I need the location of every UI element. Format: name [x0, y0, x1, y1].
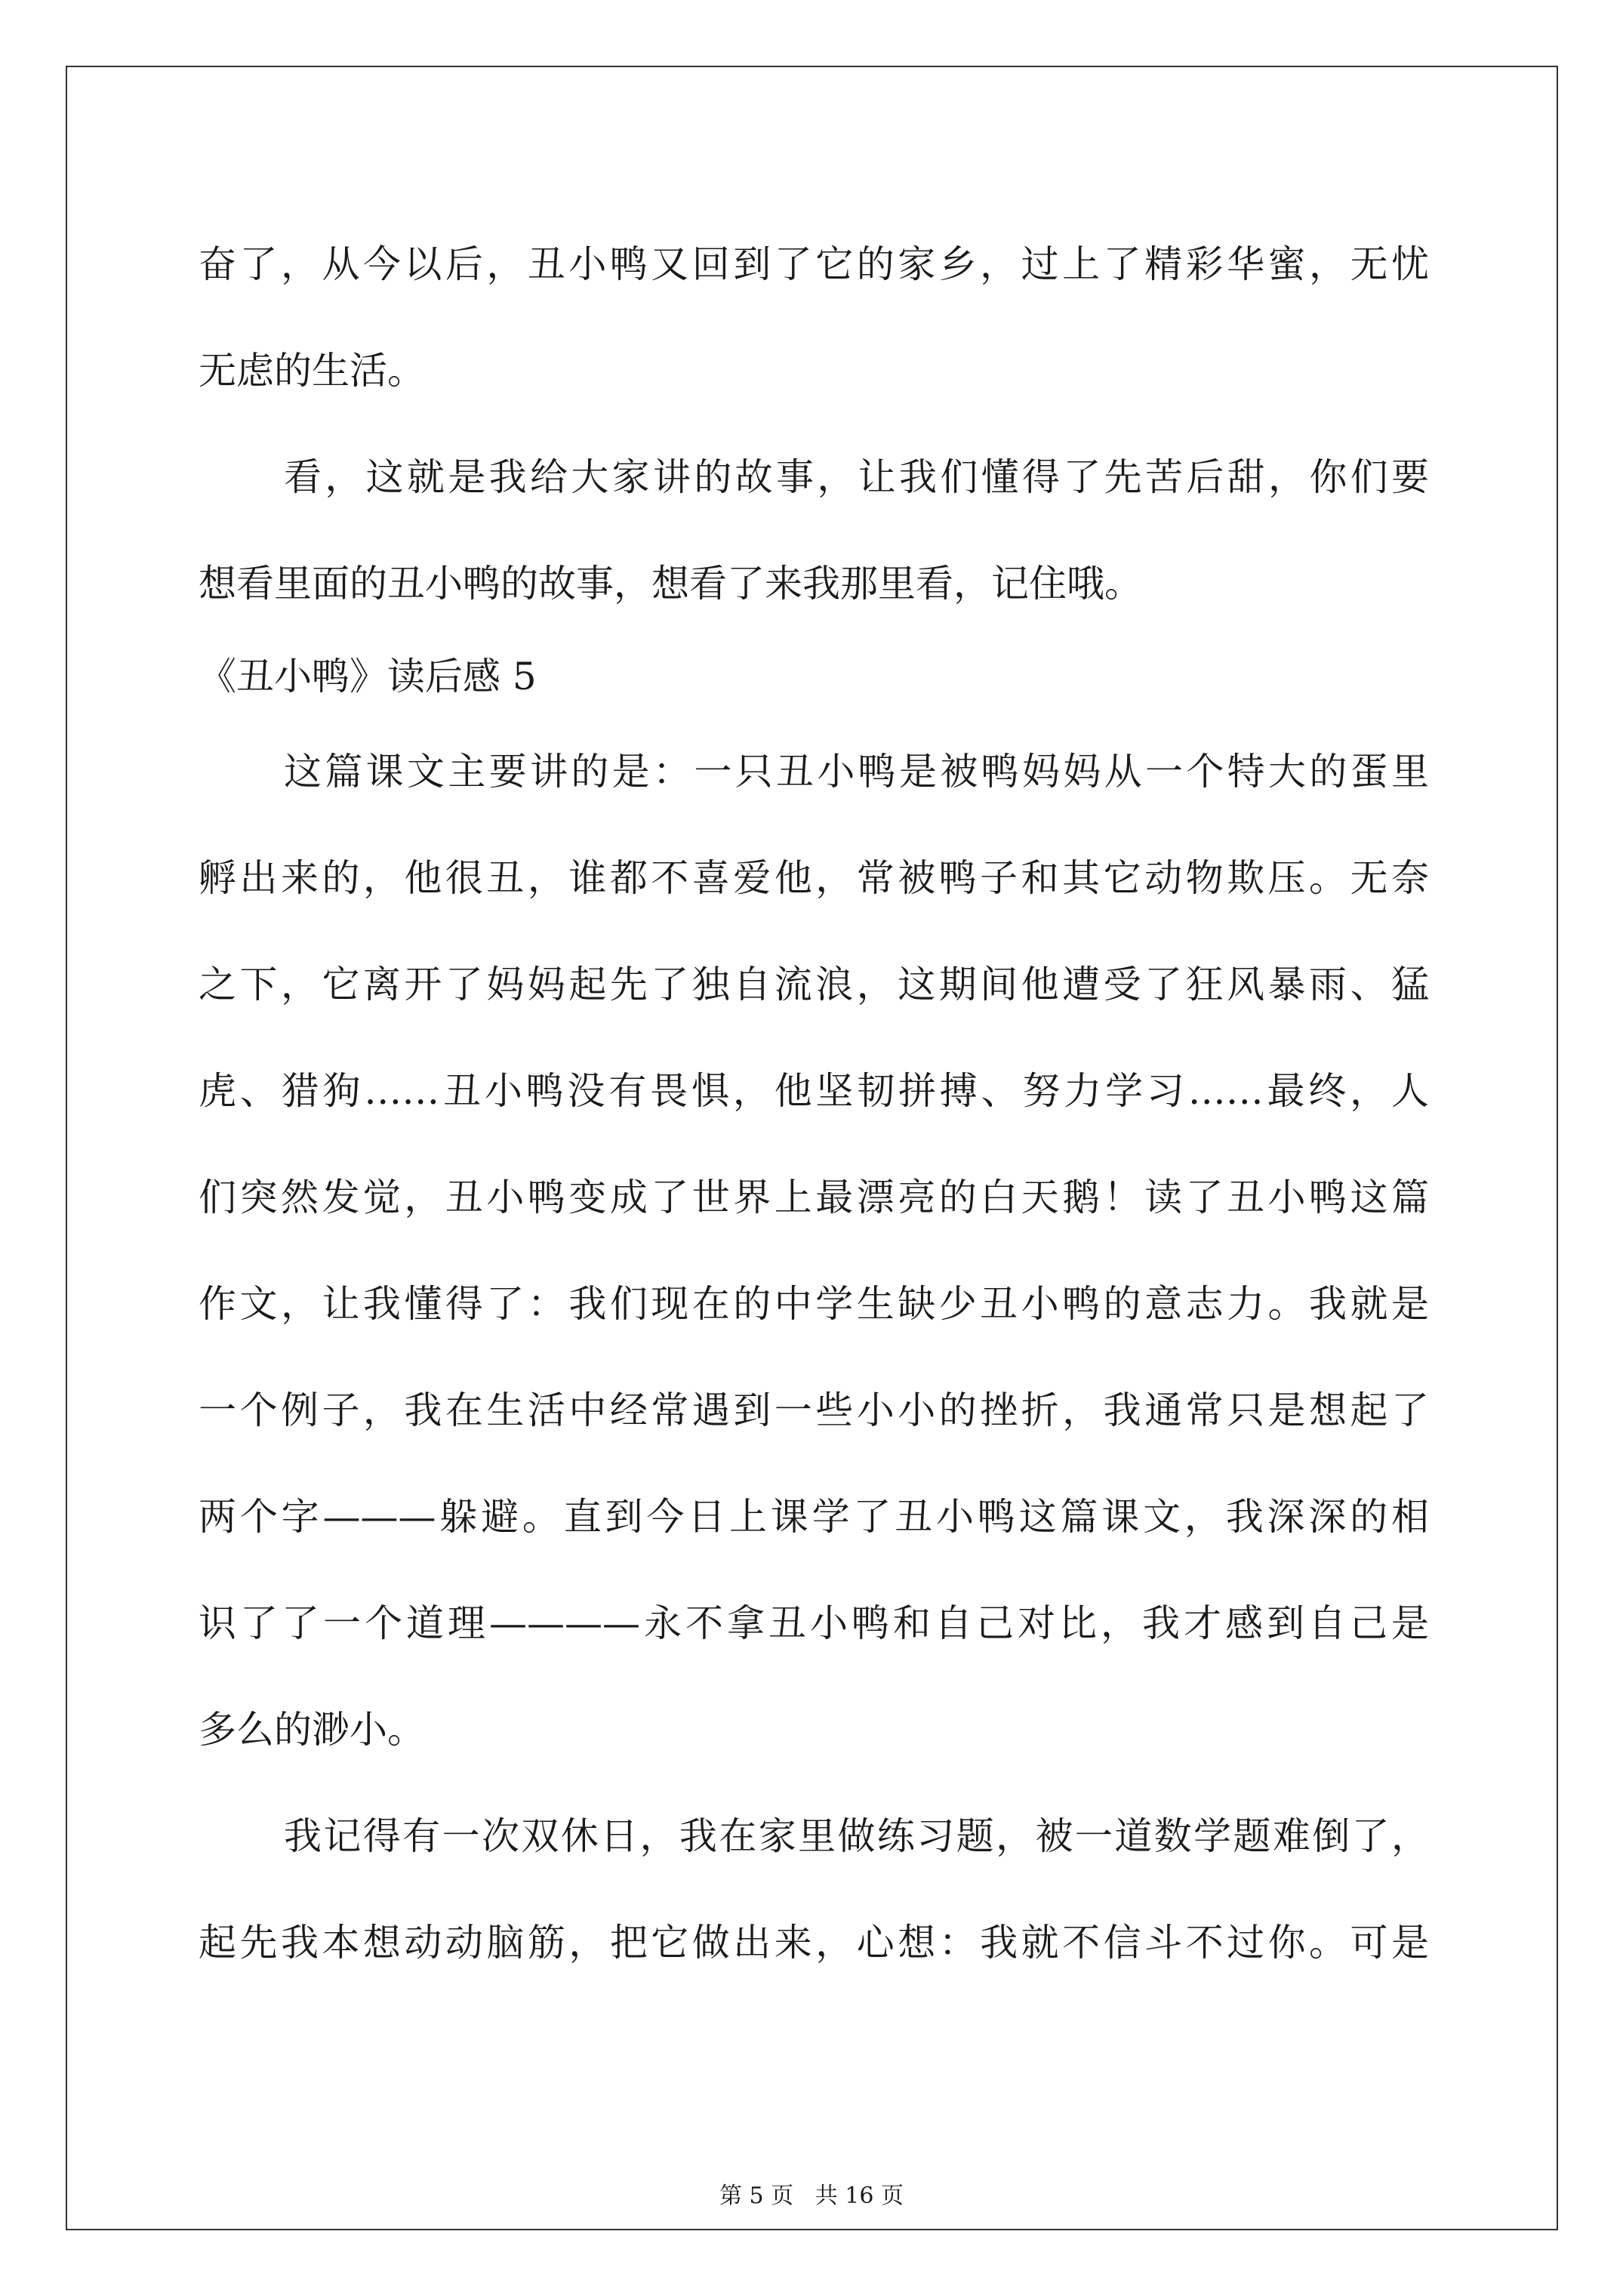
paragraph-line: 识了了一个道理————永不拿丑小鸭和自己对比，我才感到自己是 — [199, 1601, 1429, 1645]
paragraph-line: 们突然发觉，丑小鸭变成了世界上最漂亮的白天鹅！读了丑小鸭这篇 — [199, 1176, 1429, 1219]
paragraph-line: 起先我本想动动脑筋，把它做出来，心想：我就不信斗不过你。可是 — [199, 1921, 1429, 1965]
page-footer: 第 5 页 共 16 页 — [719, 2183, 904, 2209]
paragraph-line: 作文，让我懂得了：我们现在的中学生缺少丑小鸭的意志力。我就是 — [199, 1282, 1429, 1326]
paragraph-line: 这篇课文主要讲的是：一只丑小鸭是被鸭妈妈从一个特大的蛋里 — [284, 750, 1429, 794]
paragraph-line: 之下，它离开了妈妈起先了独自流浪，这期间他遭受了狂风暴雨、猛 — [199, 963, 1429, 1006]
document-body — [199, 211, 1429, 1996]
paragraph-line: 无虑的生活。 — [199, 349, 425, 393]
paragraph-line: 两个字———躲避。直到今日上课学了丑小鸭这篇课文，我深深的相 — [199, 1495, 1429, 1539]
paragraph-line: 我记得有一次双休日，我在家里做练习题，被一道数学题难倒了， — [284, 1814, 1429, 1858]
section-heading: 《丑小鸭》读后感 5 — [199, 655, 537, 698]
paragraph-line: 看，这就是我给大家讲的故事，让我们懂得了先苦后甜，你们要 — [284, 455, 1429, 499]
paragraph-line: 想看里面的丑小鸭的故事，想看了来我那里看，记住哦。 — [199, 562, 1142, 606]
paragraph-line: 一个例子，我在生活中经常遇到一些小小的挫折，我通常只是想起了 — [199, 1388, 1429, 1432]
paragraph-line: 孵出来的，他很丑，谁都不喜爱他，常被鸭子和其它动物欺压。无奈 — [199, 856, 1429, 900]
paragraph-line: 虎、猎狗……丑小鸭没有畏惧，他坚韧拼搏、努力学习……最终，人 — [199, 1069, 1429, 1113]
paragraph-line: 多么的渺小。 — [199, 1708, 425, 1752]
paragraph-line: 奋了，从今以后，丑小鸭又回到了它的家乡，过上了精彩华蜜，无忧 — [199, 242, 1429, 286]
